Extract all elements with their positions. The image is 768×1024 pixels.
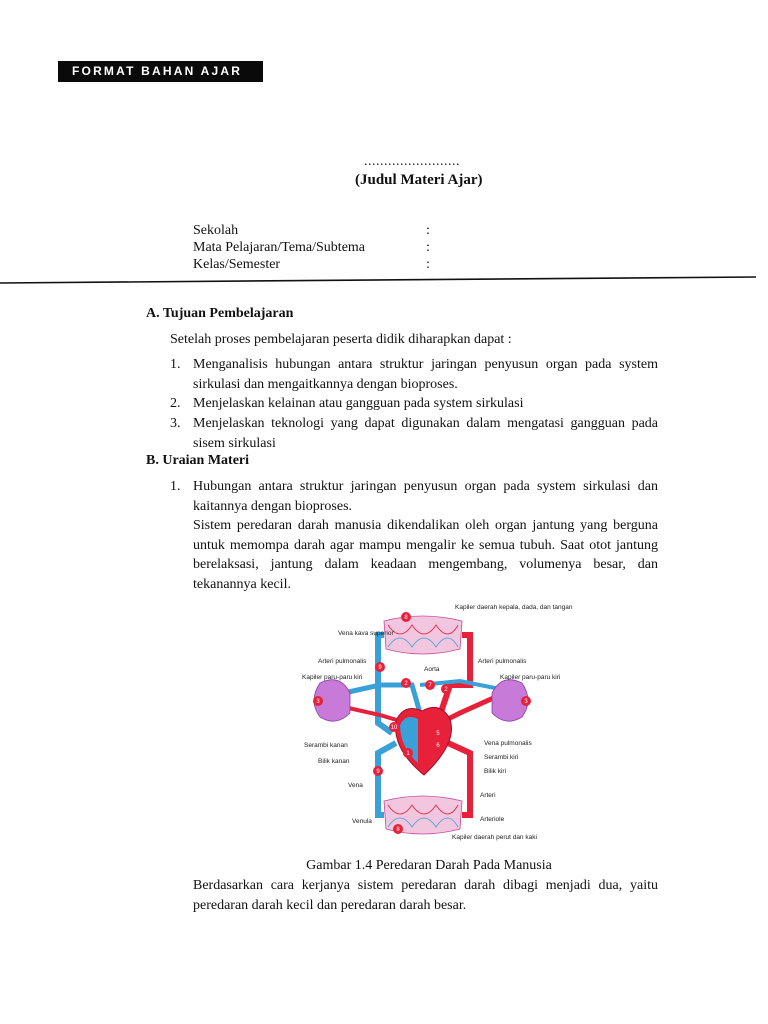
- goal-number-1: 1.: [170, 357, 181, 372]
- label-arteri-pulm-left: Arteri pulmonalis: [318, 658, 367, 665]
- info-colon-subject: :: [426, 240, 430, 255]
- section-a-title: A. Tujuan Pembelajaran: [146, 306, 294, 321]
- title-placeholder-dots: ........................: [364, 154, 460, 169]
- label-kapiler-paru-left: Kapiler paru-paru kiri: [302, 674, 363, 681]
- svg-text:9: 9: [376, 769, 380, 775]
- svg-text:2: 2: [444, 687, 448, 693]
- label-arteriole: Arteriole: [480, 816, 505, 823]
- goal-number-2: 2.: [170, 396, 181, 411]
- svg-text:9: 9: [378, 665, 382, 671]
- label-serambi-kanan: Serambi kanan: [304, 742, 348, 749]
- section-divider: [0, 269, 760, 289]
- label-serambi-kiri: Serambi kiri: [484, 754, 519, 761]
- material-item-text-1: Hubungan antara struktur jaringan penyusun organ pada system sirkulasi dan kaitannya dengan bioproses.: [193, 479, 658, 514]
- label-arteri: Arteri: [480, 792, 496, 799]
- label-vena: Vena: [348, 782, 363, 789]
- section-a-intro: Setelah proses pembelajaran peserta didik diharapkan dapat :: [170, 332, 512, 347]
- svg-text:10: 10: [390, 725, 398, 731]
- label-aorta: Aorta: [424, 666, 440, 673]
- label-bilik-kanan: Bilik kanan: [318, 758, 350, 765]
- pulmonary-vein-left: [344, 707, 400, 721]
- format-header-badge: FORMAT BAHAN AJAR: [58, 61, 263, 82]
- svg-text:7: 7: [428, 683, 432, 689]
- material-title: (Judul Materi Ajar): [355, 172, 483, 188]
- svg-text:8: 8: [404, 615, 408, 621]
- goal-text-2: Menjelaskan kelainan atau gangguan pada system sirkulasi: [193, 396, 524, 411]
- info-label-subject: Mata Pelajaran/Tema/Subtema: [193, 240, 366, 255]
- figure-caption: Gambar 1.4 Peredaran Darah Pada Manusia: [306, 858, 552, 873]
- svg-text:3: 3: [316, 699, 320, 705]
- svg-text:1: 1: [406, 751, 410, 757]
- svg-text:8: 8: [396, 827, 400, 833]
- blood-circulation-diagram: [300, 603, 573, 847]
- goal-text-3: Menjelaskan teknologi yang dapat digunakan dalam mengatasi gangguan pada sisem sirkulasi: [193, 416, 658, 451]
- goal-text-1: Menganalisis hubungan antara struktur jaringan penyusun organ pada system sirkulasi dan mengaitkannya dengan bioproses.: [193, 357, 658, 392]
- info-label-school: Sekolah: [193, 223, 239, 238]
- material-number-1: 1.: [170, 479, 181, 494]
- goal-number-3: 3.: [170, 416, 181, 431]
- section-b-title: B. Uraian Materi: [146, 453, 250, 468]
- material-paragraph: Sistem peredaran darah manusia dikendalikan oleh organ jantung yang berguna untuk memompa darah agar mampu mengalir ke semua tubuh. Saat otot jantung berelaksasi, jantung dalam keadaan mengembang, volumenya besar, dan tekanannya kecil.: [193, 518, 658, 592]
- svg-text:5: 5: [436, 731, 440, 737]
- closing-paragraph: Berdasarkan cara kerjanya sistem peredaran darah dibagi menjadi dua, yaitu peredaran darah kecil dan peredaran darah besar.: [193, 878, 658, 913]
- info-label-class: Kelas/Semester: [193, 257, 281, 272]
- svg-text:6: 6: [436, 743, 440, 749]
- label-vena-cava: Vena kava superior: [338, 630, 394, 637]
- svg-text:3: 3: [524, 699, 528, 705]
- label-venula: Venula: [352, 818, 372, 825]
- label-capillary-bottom: Kapiler daerah perut dan kaki: [452, 834, 537, 841]
- info-colon-class: :: [426, 257, 430, 272]
- label-bilik-kiri: Bilik kiri: [484, 768, 507, 775]
- label-kapiler-paru-right: Kapiler paru-paru kiri: [500, 674, 561, 681]
- label-arteri-pulm-right: Arteri pulmonalis: [478, 658, 527, 665]
- info-colon-school: :: [426, 223, 430, 238]
- label-vena-pulm: Vena pulmonalis: [484, 740, 532, 747]
- head-capillary-bed: [384, 616, 462, 654]
- svg-text:2: 2: [404, 681, 408, 687]
- label-capillary-top: Kapiler daerah kepala, dada, dan tangan: [455, 604, 573, 611]
